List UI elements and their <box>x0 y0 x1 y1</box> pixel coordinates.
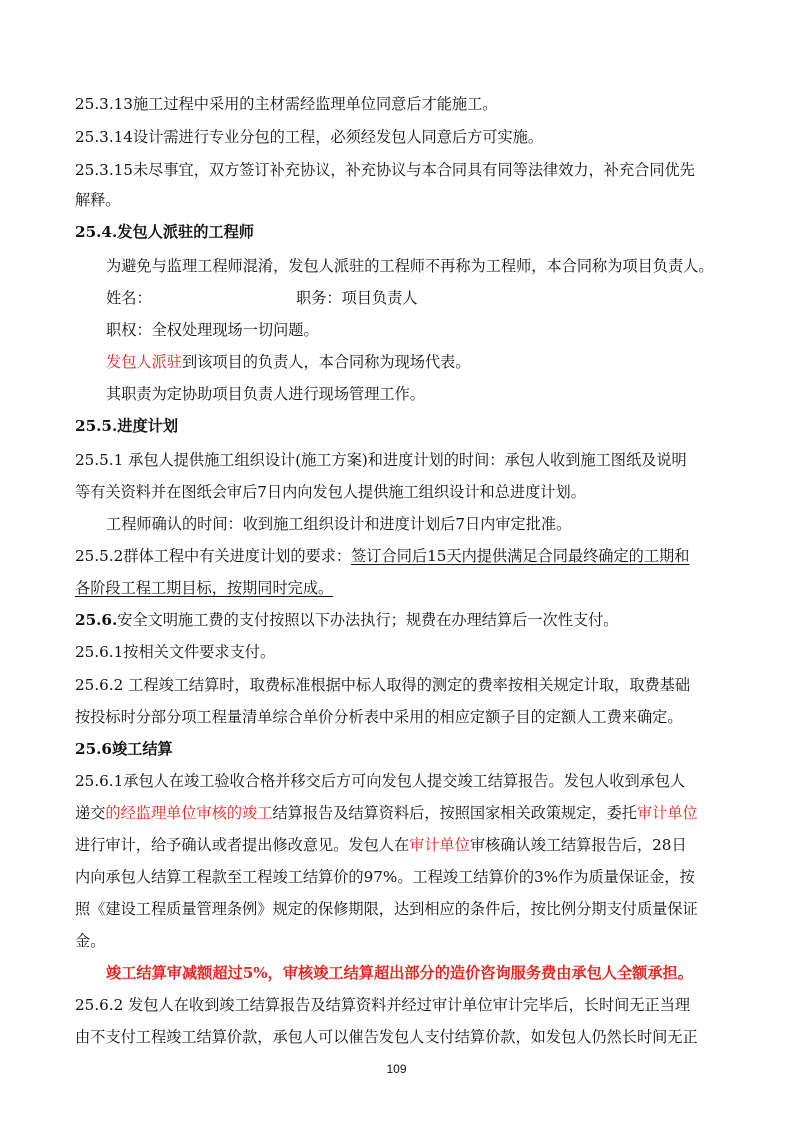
settlement-line-3 <box>75 835 687 855</box>
highlight-text: 发包人派驻 <box>106 353 182 371</box>
page-number: 109 <box>386 1062 407 1076</box>
clause-25-3-13: 25.3.13施工过程中采用的主材需经监理单位同意后才能施工。 <box>75 95 498 113</box>
authority-line: 职权：全权处理现场一切问题。 <box>106 321 319 339</box>
clause-25-5-1-cont: 等有关资料并在图纸会审后7日内向发包人提供施工组织设计和总进度计划。 <box>75 483 586 501</box>
highlight-text: 的经监理单位审核的竣工 <box>105 804 273 822</box>
settlement-line-5: 照《建设工程质量管理条例》规定的保修期限，达到相应的条件后，按比例分期支付质量保证 <box>75 900 698 918</box>
text-span: 递交 <box>75 804 106 822</box>
highlight-text: 审计单位 <box>636 804 698 822</box>
settlement-line-1: 25.6.1承包人在竣工验收合格并移交后方可向发包人提交竣工结算报告。发包人收到承包人 <box>75 772 686 790</box>
clause-25-6-1: 25.6.1按相关文件要求支付。 <box>75 643 276 661</box>
post-label: 职务：项目负责人 <box>296 289 418 307</box>
clause-number: 25.6. <box>75 611 118 629</box>
heading-25-5: 25.5.进度计划 <box>75 417 179 435</box>
clause-25-6-2-payment: 25.6.2 发包人在收到竣工结算报告及结算资料并经过审计单位审计完毕后，长时间无正当理 <box>75 996 691 1014</box>
text-span: 审核确认竣工结算报告后，28日 <box>469 836 687 854</box>
clause-25-6 <box>75 610 618 630</box>
heading-25-4: 25.4.发包人派驻的工程师 <box>75 223 254 241</box>
clause-25-6-2-cont: 按投标时分部分项工程量清单综合单价分析表中采用的相应定额子目的定额人工费来确定。 <box>75 708 683 726</box>
text-span: 安全文明施工费的支付按照以下办法执行；规费在办理结算后一次性支付。 <box>117 611 619 629</box>
engineer-note: 为避免与监理工程师混淆，发包人派驻的工程师不再称为工程师，本合同称为项目负责人。 <box>106 257 714 275</box>
name-label: 姓名： <box>106 289 152 307</box>
clause-25-5-2 <box>75 546 689 566</box>
clause-25-6-2: 25.6.2 工程竣工结算时，取费标准根据中标人取得的测定的费率按相关规定计取，取费基础 <box>75 676 691 694</box>
text-span: 结算报告及结算资料后，按照国家相关政策规定，委托 <box>272 804 637 822</box>
heading-25-6: 25.6竣工结算 <box>75 740 173 758</box>
site-representative-line <box>106 352 471 372</box>
underlined-text: 签订合同后15天内提供满足合同最终确定的工期和 <box>351 547 690 565</box>
clause-25-3-14: 25.3.14设计需进行专业分包的工程，必须经发包人同意后方可实施。 <box>75 128 544 146</box>
highlight-text: 审计单位 <box>409 836 470 854</box>
clause-25-5-2-cont: 各阶段工程工期目标，按期同时完成。 <box>75 579 334 597</box>
clause-25-3-15-cont: 解释。 <box>75 191 121 209</box>
duty-line: 其职责为定协助项目负责人进行现场管理工作。 <box>106 385 425 403</box>
engineer-confirm-time: 工程师确认的时间：收到施工组织设计和进度计划后7日内审定批准。 <box>106 515 572 533</box>
settlement-line-4: 内向承包人结算工程款至工程竣工结算价的97%。工程竣工结算价的3%作为质量保证金，按 <box>75 868 695 886</box>
text-span: 到该项目的负责人，本合同称为现场代表。 <box>181 353 471 371</box>
settlement-line-6: 金。 <box>75 932 106 950</box>
audit-penalty-note: 竣工结算审减额超过5%，审核竣工结算超出部分的造价咨询服务费由承包人全额承担。 <box>106 964 693 982</box>
text-span: 25.5.2群体工程中有关进度计划的要求： <box>75 547 352 565</box>
settlement-line-2 <box>75 803 698 823</box>
clause-25-3-15: 25.3.15未尽事宜，双方签订补充协议，补充协议与本合同具有同等法律效力，补充合同优先 <box>75 161 695 179</box>
clause-25-6-2-payment-cont: 由不支付工程竣工结算价款，承包人可以催告发包人支付结算价款，如发包人仍然长时间无正 <box>75 1028 698 1046</box>
text-span: 进行审计，给予确认或者提出修改意见。发包人在 <box>75 836 410 854</box>
clause-25-5-1: 25.5.1 承包人提供施工组织设计(施工方案)和进度计划的时间：承包人收到施工图纸及说明 <box>75 451 687 469</box>
